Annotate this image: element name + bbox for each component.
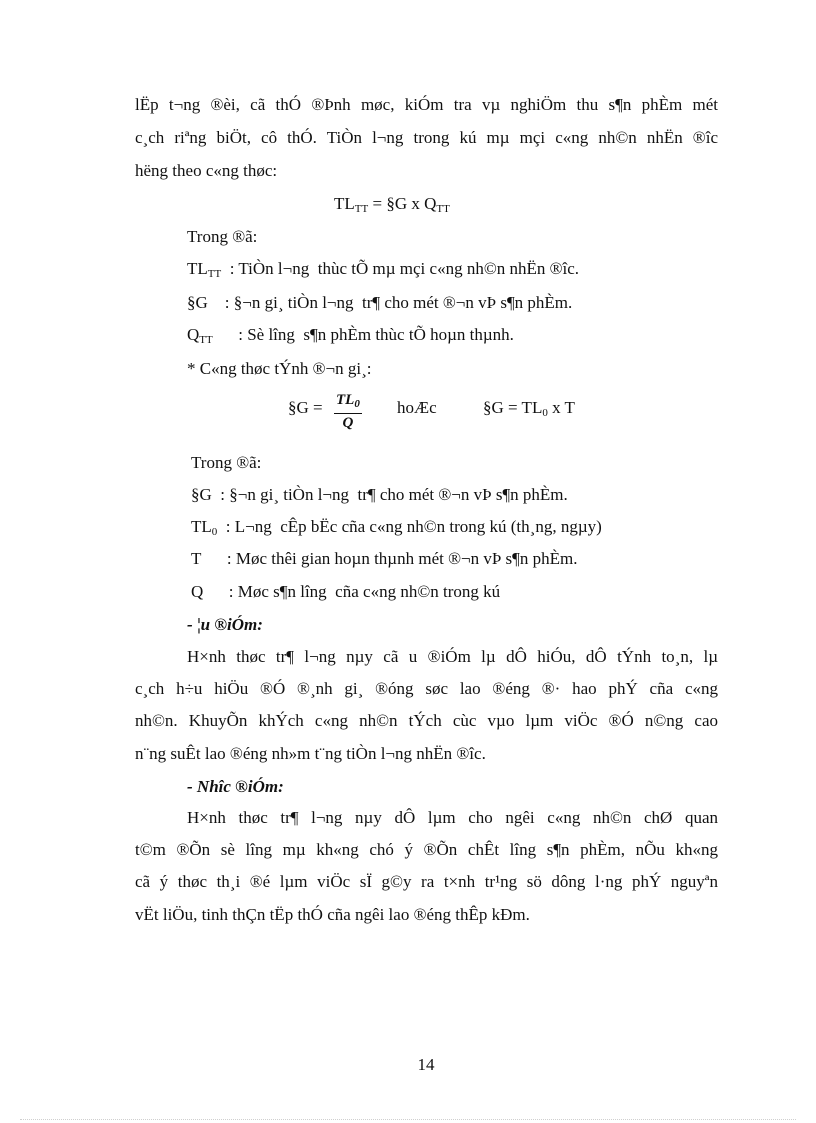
definition-text: : Møc thêi gian hoµn thµnh mét ®¬n vÞ s¶n phÈm. xyxy=(201,549,578,568)
definition-text: : §¬n gi¸ tiÒn l¬ng tr¶ cho mét ®¬n vÞ s¶n phÈm. xyxy=(207,293,573,312)
definitions-intro: Trong ®ã: xyxy=(191,453,262,472)
definition-symbol: Q xyxy=(191,582,204,601)
definition-item xyxy=(191,485,568,510)
definition-subscript: TT xyxy=(199,334,213,346)
definition-subscript: 0 xyxy=(211,526,218,538)
fraction-numerator xyxy=(334,391,362,414)
definition-text: : Sè lîng s¶n phÈm thùc tÕ hoµn thµnh. xyxy=(212,325,514,344)
formula-symbol: §G = TL xyxy=(483,398,543,417)
paragraph-line: H×nh thøc tr¶ l¬ng nµy cã u ®iÓm lµ dÔ hiÓu, dÔ tÝnh to¸n, lµ xyxy=(187,647,718,666)
paragraph-line: t©m ®Õn sè lîng mµ kh«ng chó ý ®Õn chÊt lîng s¶n phÈm, nÕu kh«ng xyxy=(135,840,718,859)
definitions-intro: Trong ®ã: xyxy=(187,227,258,246)
disadvantages-heading: - Nhîc ®iÓm: xyxy=(187,777,284,796)
definition-item xyxy=(191,582,500,607)
definition-text: : L¬ng cÊp bËc cña c«ng nh©n trong kú (th¸ng, ngµy) xyxy=(217,517,602,536)
formula-symbol: = §G x Q xyxy=(372,194,437,213)
fraction xyxy=(334,391,362,432)
numerator-symbol: TL xyxy=(336,392,355,408)
paragraph-line: cã ý thøc th¸i ®é lµm viÖc sÏ g©y ra t×nh tr¹ng sö dông l·ng phÝ nguyªn xyxy=(135,872,718,891)
formula-dg-alt xyxy=(483,398,575,423)
formula-tl-tt xyxy=(334,194,450,219)
page-bottom-rule xyxy=(20,1119,796,1120)
formula-symbol: x T xyxy=(547,398,575,417)
numerator-subscript: 0 xyxy=(354,398,360,410)
page-number: 14 xyxy=(417,1055,435,1074)
formula-subscript: TT xyxy=(354,203,369,215)
definition-symbol: TL xyxy=(191,517,212,536)
definition-text: : TiÒn l¬ng thùc tÕ mµ mçi c«ng nh©n nhËn ®îc. xyxy=(221,259,580,278)
paragraph-line: c¸ch riªng biÖt, cô thÓ. TiÒn l¬ng trong kú mµ mçi c«ng nh©n nhËn ®îc xyxy=(135,128,718,147)
formula-dg-lhs: §G = xyxy=(288,398,323,417)
definition-text: : §¬n gi¸ tiÒn l¬ng tr¶ cho mét ®¬n vÞ s¶n phÈm. xyxy=(211,485,568,504)
definition-item xyxy=(187,293,572,318)
definition-symbol: Q xyxy=(187,325,200,344)
paragraph-line: vËt liÖu, tinh thÇn tËp thÓ cña ngêi lao ®éng thÊp kÐm. xyxy=(135,905,530,924)
definition-symbol: §G xyxy=(191,485,212,504)
definition-text: : Møc s¶n lîng cña c«ng nh©n trong kú xyxy=(203,582,501,601)
definition-symbol: T xyxy=(191,549,202,568)
paragraph-line: c¸ch h÷u hiÖu ®Ó ®¸nh gi¸ ®óng søc lao ®éng ®· hao phÝ cña c«ng xyxy=(135,679,718,698)
formula-subscript: TT xyxy=(436,203,450,215)
definition-symbol: TL xyxy=(187,259,208,278)
fraction-denominator: Q xyxy=(342,415,354,431)
definition-symbol: §G xyxy=(187,293,208,312)
formula-symbol: TL xyxy=(334,194,355,213)
paragraph-line: H×nh thøc tr¶ l¬ng nµy dÔ lµm cho ngêi c«ng nh©n chØ quan xyxy=(187,808,718,827)
definition-item xyxy=(191,549,577,574)
definition-item xyxy=(187,325,514,350)
formula-title: * C«ng thøc tÝnh ®¬n gi¸: xyxy=(187,359,372,378)
formula-subscript: 0 xyxy=(542,407,548,419)
paragraph-line: lËp t¬ng ®èi, cã thÓ ®Þnh møc, kiÓm tra vµ nghiÖm thu s¶n phÈm mét xyxy=(135,95,718,114)
definition-subscript: TT xyxy=(207,268,222,280)
definition-item xyxy=(191,517,602,542)
advantages-heading: - ¦u ®iÓm: xyxy=(187,615,263,634)
formula-or: hoÆc xyxy=(397,398,437,417)
paragraph-line: n¨ng suÊt lao ®éng nh»m t¨ng tiÒn l¬ng nhËn ®îc. xyxy=(135,744,486,763)
paragraph-line: nh©n. KhuyÕn khÝch c«ng nh©n tÝch cùc vµo lµm viÖc ®Ó n©ng cao xyxy=(135,711,718,730)
paragraph-line: hëng theo c«ng thøc: xyxy=(135,161,278,180)
definition-item xyxy=(187,259,579,284)
